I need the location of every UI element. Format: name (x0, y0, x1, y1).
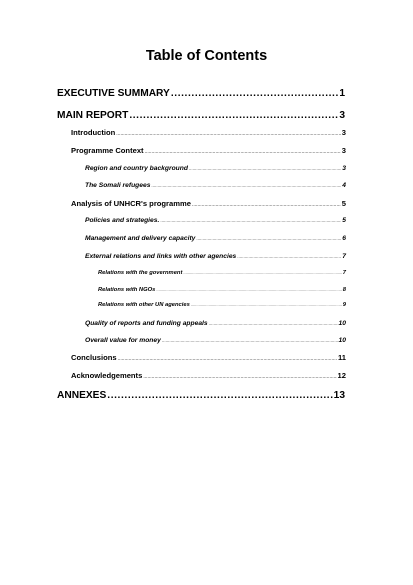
toc-entry-annexes[interactable] (57, 390, 345, 401)
toc-entry-policies[interactable] (85, 217, 346, 224)
dot-leader (192, 199, 341, 208)
dot-leader (183, 270, 341, 276)
toc-entry-label: Relations with other UN agencies (98, 302, 190, 308)
toc-entry-page: 5 (341, 199, 346, 208)
toc-entry-analysis[interactable] (71, 199, 346, 208)
toc-entry-label: Relations with the government (98, 270, 183, 276)
toc-entry-label: Quality of reports and funding appeals (85, 320, 208, 327)
toc-entry-relations-government[interactable] (98, 270, 346, 276)
toc-entry-page: 7 (342, 270, 346, 276)
toc-entry-page: 7 (342, 253, 346, 260)
dot-leader (160, 217, 341, 224)
toc-entry-page: 5 (342, 217, 346, 224)
toc-entry-label: Region and country background (85, 165, 188, 172)
toc-entry-label: Overall value for money (85, 337, 161, 344)
toc-entry-page: 4 (342, 182, 346, 189)
toc-entry-label: External relations and links with other agencies (85, 253, 237, 260)
toc-entry-page: 3 (342, 165, 346, 172)
toc-entry-page: 1 (339, 88, 345, 99)
dot-leader (171, 88, 339, 99)
toc-entry-label: Management and delivery capacity (85, 235, 196, 242)
toc-entry-page: 10 (338, 320, 346, 327)
toc-entry-label: The Somali refugees (85, 182, 151, 189)
toc-entry-programme-context[interactable] (71, 146, 346, 155)
toc-entry-external-relations[interactable] (85, 253, 346, 260)
dot-leader (209, 320, 338, 327)
dot-leader (162, 337, 338, 344)
toc-entry-label: Conclusions (71, 353, 117, 362)
dot-leader (196, 235, 341, 242)
toc-entry-quality-reports[interactable] (85, 320, 346, 327)
dot-leader (129, 110, 338, 121)
dot-leader (143, 371, 336, 380)
toc-entry-label: Relations with NGOs (98, 287, 156, 293)
toc-entry-relations-ngos[interactable] (98, 287, 346, 293)
toc-entry-page: 9 (342, 302, 346, 308)
toc-entry-management[interactable] (85, 235, 346, 242)
toc-entry-page: 3 (341, 146, 346, 155)
toc-entry-label: Policies and strategies. (85, 217, 160, 224)
dot-leader (189, 165, 341, 172)
dot-leader (107, 390, 332, 401)
toc-entry-page: 3 (339, 110, 345, 121)
dot-leader (118, 353, 337, 362)
toc-entry-label: Acknowledgements (71, 371, 143, 380)
toc-entry-page: 8 (342, 287, 346, 293)
toc-entry-page: 13 (333, 390, 345, 401)
toc-entry-introduction[interactable] (71, 128, 346, 137)
toc-entry-page: 12 (337, 371, 346, 380)
toc-entry-page: 6 (342, 235, 346, 242)
toc-entry-somali-refugees[interactable] (85, 182, 346, 189)
toc-entry-main-report[interactable] (57, 110, 345, 121)
toc-entry-region-background[interactable] (85, 165, 346, 172)
toc-entry-label: MAIN REPORT (57, 110, 129, 121)
dot-leader (116, 128, 340, 137)
toc-title: Table of Contents (145, 48, 268, 64)
dot-leader (156, 287, 341, 293)
toc-entry-label: Introduction (71, 128, 116, 137)
toc-entry-relations-un-agencies[interactable] (98, 302, 346, 308)
dot-leader (151, 182, 341, 189)
toc-entry-conclusions[interactable] (71, 353, 346, 362)
toc-entry-label: Programme Context (71, 146, 144, 155)
dot-leader (237, 253, 341, 260)
toc-entry-acknowledgements[interactable] (71, 371, 346, 380)
toc-entry-label: Analysis of UNHCR's programme (71, 199, 191, 208)
dot-leader (191, 302, 342, 308)
toc-entry-page: 10 (338, 337, 346, 344)
toc-entry-page: 11 (337, 353, 346, 362)
toc-entry-value-for-money[interactable] (85, 337, 346, 344)
toc-entry-label: EXECUTIVE SUMMARY (57, 88, 170, 99)
toc-entry-executive-summary[interactable] (57, 88, 345, 99)
dot-leader (145, 146, 341, 155)
toc-entry-label: ANNEXES (57, 390, 107, 401)
toc-entry-page: 3 (341, 128, 346, 137)
